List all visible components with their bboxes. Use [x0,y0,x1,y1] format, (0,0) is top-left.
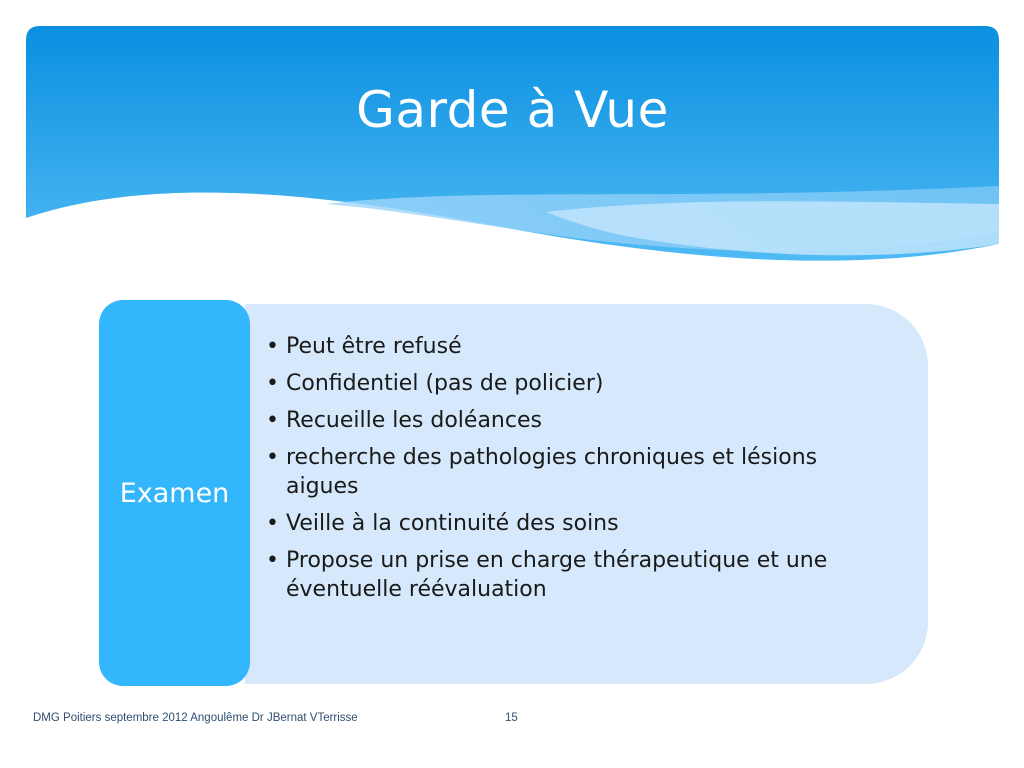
header-wave-graphic [26,26,999,286]
content-panel [99,300,928,686]
page-number: 15 [505,712,518,724]
bullet-item: • Propose un prise en charge thérapeutique et une éventuelle réévaluation [264,546,874,604]
bullet-list [264,332,874,612]
bullet-item: • Peut être refusé [264,332,874,361]
bullet-item: • recherche des pathologies chroniques et lésions aigues [264,443,874,501]
bullet-item: • Veille à la continuité des soins [264,509,874,538]
section-label: Examen [119,477,230,509]
bullet-item: • Confidentiel (pas de policier) [264,369,874,398]
section-label-box [99,300,250,686]
header-wave-band [26,26,999,286]
footer-text: DMG Poitiers septembre 2012 Angoulême Dr JBernat VTerrisse [33,712,358,724]
bullet-item: • Recueille les doléances [264,406,874,435]
slide-title: Garde à Vue [356,81,669,139]
